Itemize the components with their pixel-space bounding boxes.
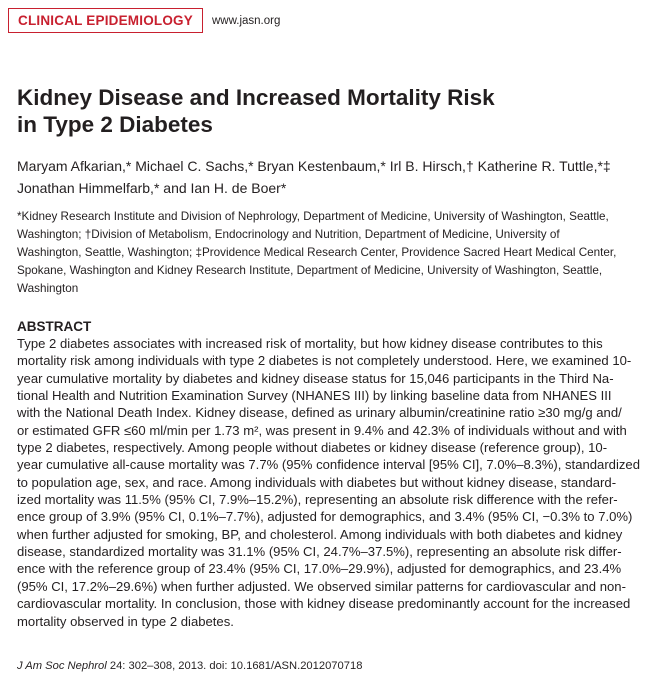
abstract-line: tional Health and Nutrition Examination Survey (NHANES III) by linking baseline data from NHANES III [17, 388, 612, 404]
journal-website-link[interactable]: www.jasn.org [211, 14, 281, 27]
citation-journal: J Am Soc Nephrol [17, 660, 107, 672]
abstract-line: to population age, sex, and race. Among individuals with diabetes but without kidney disease, standard- [17, 474, 617, 490]
abstract-line: disease, standardized mortality was 31.1% (95% CI, 24.7%–37.5%), representing an absolute risk differ- [17, 544, 622, 560]
abstract-line: with the National Death Index. Kidney disease, defined as urinary albumin/creatinine ratio ≥30 mg/g and/ [17, 405, 622, 421]
abstract-line: type 2 diabetes, respectively. Among people without diabetes or kidney disease (reference group), 10- [17, 440, 608, 456]
affiliation-line: *Kidney Research Institute and Division of Nephrology, Department of Medicine, University of Washington, Seattle, [17, 210, 609, 223]
author-list [17, 155, 657, 199]
section-label: CLINICAL EPIDEMIOLOGY [8, 8, 203, 33]
affiliation-line: Washington; †Division of Metabolism, Endocrinology and Nutrition, Department of Medicine, University of [17, 228, 560, 241]
authors-line-2: Jonathan Himmelfarb,* and Ian H. de Boer* [17, 180, 287, 196]
article-title [17, 84, 617, 138]
abstract-line: (95% CI, 17.2%–29.6%) when further adjusted. We observed similar patterns for cardiovascular and non- [17, 578, 626, 594]
abstract-line: ence group of 3.9% (95% CI, 0.1%–7.7%), adjusted for demographics, and 3.4% (95% CI, −0.3% to 7.0%) [17, 509, 633, 525]
abstract-line: cardiovascular mortality. In conclusion, those with kidney disease predominantly account for the increased [17, 596, 631, 612]
affiliations [17, 208, 662, 298]
abstract-line: mortality risk among individuals with type 2 diabetes is not completely understood. Here, we examined 10- [17, 353, 632, 369]
authors-line-1: Maryam Afkarian,* Michael C. Sachs,* Bryan Kestenbaum,* Irl B. Hirsch,† Katherine R. Tuttle,*‡ [17, 158, 611, 174]
abstract-section [17, 319, 660, 630]
title-line-1: Kidney Disease and Increased Mortality Risk [17, 85, 495, 110]
affiliation-line: Washington, Seattle, Washington; ‡Providence Medical Research Center, Providence Sacred Heart Medical Center, [17, 246, 617, 259]
abstract-line: year cumulative all-cause mortality was 7.7% (95% confidence interval [95% CI], 7.0%–8.3%), standardized [17, 457, 640, 473]
citation [17, 659, 657, 673]
abstract-line: when further adjusted for smoking, BP, and cholesterol. Among individuals with both diabetes and kidney [17, 526, 623, 542]
abstract-line: Type 2 diabetes associates with increased risk of mortality, but how kidney disease contributes to this [17, 336, 603, 351]
abstract-heading: ABSTRACT [17, 319, 92, 334]
abstract-line: year cumulative mortality by diabetes and kidney disease status for 15,046 participants in the Third Na- [17, 370, 614, 386]
abstract-line: or estimated GFR ≤60 ml/min per 1.73 m², was present in 9.4% and 42.3% of individuals without and with [17, 422, 627, 438]
abstract-body [17, 335, 660, 630]
abstract-line: mortality observed in type 2 diabetes. [17, 613, 234, 629]
citation-details: 24: 302–308, 2013. doi: 10.1681/ASN.2012070718 [106, 660, 363, 672]
title-line-2: in Type 2 Diabetes [17, 112, 213, 137]
affiliation-line: Spokane, Washington and Kidney Research Institute, Department of Medicine, University of Washington, Seattle, Washington [17, 264, 603, 295]
abstract-line: ized mortality was 11.5% (95% CI, 7.9%–15.2%), representing an absolute risk difference with the refer- [17, 492, 618, 508]
abstract-line: ence with the reference group of 23.4% (95% CI, 17.0%–29.9%), adjusted for demographics, and 23.4% [17, 561, 622, 577]
journal-header [8, 8, 280, 33]
